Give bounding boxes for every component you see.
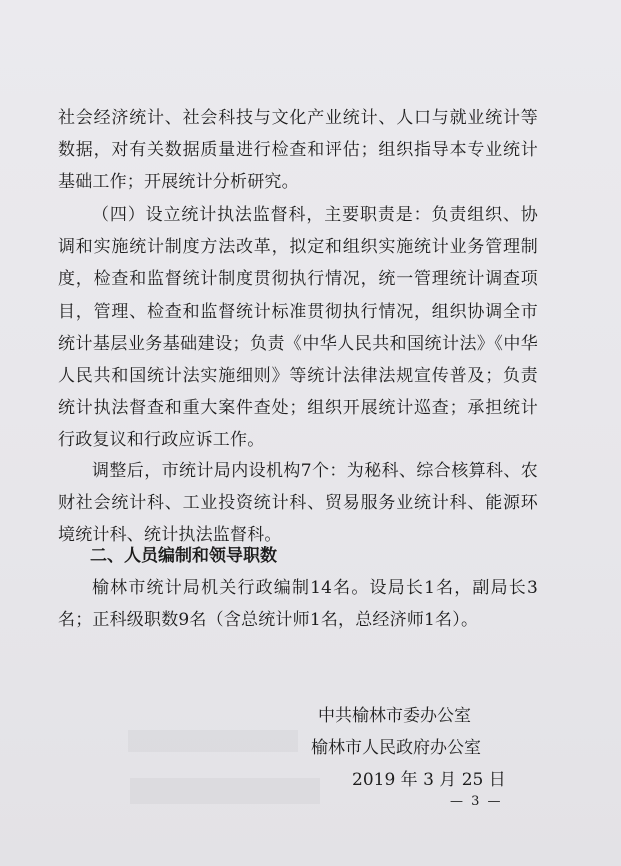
- section-heading-staffing: 二、人员编制和领导职数: [90, 546, 277, 566]
- paragraph-data-quality: 社会经济统计、社会科技与文化产业统计、人口与就业统计等数据，对有关数据质量进行检查和评估；组织指导本专业统计基础工作；开展统计分析研究。: [58, 108, 538, 193]
- page-number: — 3 —: [450, 794, 503, 809]
- signature-date: 2019 年 3 月 25 日: [352, 770, 506, 790]
- paragraph-staffing: 榆林市统计局机关行政编制14名。设局长1名，副局长3名；正科级职数9名（含总统计师1名，总经济师1名）。: [58, 578, 538, 631]
- paragraph-law-enforcement-section: （四）设立统计执法监督科，主要职责是：负责组织、协调和实施统计制度方法改革，拟定和组织实施统计业务管理制度，检查和监督统计制度贯彻执行情况，统一管理统计调查项目，管理、检查和监督统计标准贯彻执行情况，组织协调全市统计基层业务基础建设；负责《中华人民共和国统计法》《中华人民共和国统计法实施细则》等统计法律法规宣传普及；负责统计执法督查和重大案件查处；组织开展统计巡查；承担统计行政复议和行政应诉工作。: [58, 205, 538, 451]
- bleed-through-mark: [130, 778, 320, 804]
- bleed-through-mark: [128, 730, 298, 752]
- signature-org-party-office: 中共榆林市委办公室: [318, 706, 471, 726]
- paragraph-internal-structure: 调整后，市统计局内设机构7个：为秘科、综合核算科、农财社会统计科、工业投资统计科、贸易服务业统计科、能源环境统计科、统计执法监督科。: [58, 461, 538, 546]
- signature-org-government-office: 榆林市人民政府办公室: [311, 738, 481, 758]
